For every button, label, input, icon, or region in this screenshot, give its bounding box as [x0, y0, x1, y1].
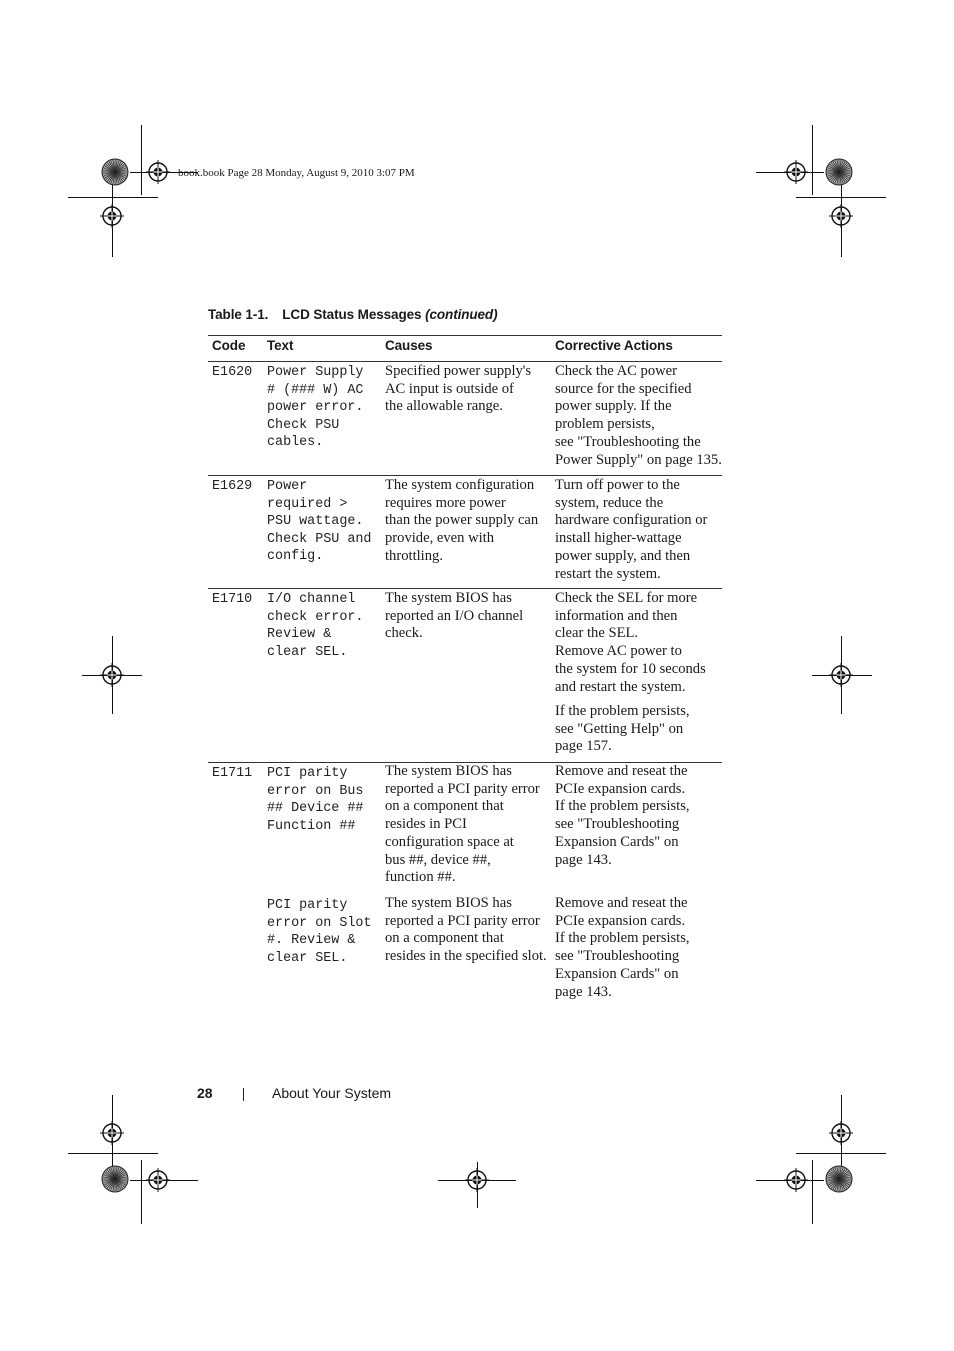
row-causes: The system BIOS has reported a PCI parity error on a component that resides in PCI configuration space at bus ##, device ##, function ##.: [385, 763, 540, 886]
registration-mark-icon: [100, 1121, 124, 1145]
color-target-icon: [825, 158, 853, 186]
row-code: E1629: [212, 479, 253, 494]
registration-mark-icon: [146, 160, 170, 184]
row-code: E1710: [212, 592, 253, 607]
registration-mark-icon: [829, 663, 853, 687]
registration-mark-icon: [829, 1121, 853, 1145]
row-causes: Specified power supply's AC input is outside of the allowable range.: [385, 363, 532, 415]
registration-mark-icon: [784, 160, 808, 184]
registration-mark-icon: [465, 1168, 489, 1192]
footer-divider: [243, 1088, 244, 1101]
registration-mark-icon: [146, 1168, 170, 1192]
row-rule: [208, 588, 722, 589]
page-number: 28: [197, 1085, 213, 1101]
header-text: Text: [267, 338, 294, 353]
registration-mark-icon: [784, 1168, 808, 1192]
header-code: Code: [212, 338, 246, 353]
row-actions: Check the AC power source for the specified power supply. If the problem persists, see "Troubleshooting the Power Supply" on page 135.: [555, 363, 722, 468]
table-top-rule: [208, 335, 722, 336]
color-target-icon: [101, 158, 129, 186]
slug-line: book.book Page 28 Monday, August 9, 2010 3:07 PM: [178, 167, 415, 179]
row-code: E1711: [212, 766, 253, 781]
row-rule: [208, 475, 722, 476]
row-text: PCI parity error on Slot #. Review & clear SEL.: [267, 898, 372, 966]
row-causes: The system BIOS has reported an I/O channel check.: [385, 590, 524, 642]
row-causes: The system BIOS has reported a PCI parity error on a component that resides in the specified slot.: [385, 895, 547, 965]
registration-mark-icon: [829, 204, 853, 228]
registration-mark-icon: [100, 204, 124, 228]
registration-mark-icon: [100, 663, 124, 687]
color-target-icon: [825, 1165, 853, 1193]
row-code: E1620: [212, 365, 253, 380]
header-causes: Causes: [385, 338, 433, 353]
row-actions: Remove and reseat the PCIe expansion cards. If the problem persists, see "Troubleshooting Expansion Cards" on page 143.: [555, 895, 690, 1000]
row-actions: Remove and reseat the PCIe expansion cards. If the problem persists, see "Troubleshooting Expansion Cards" on page 143.: [555, 763, 690, 868]
table-title: LCD Status Messages: [282, 307, 422, 322]
table-caption: [208, 307, 497, 322]
table-continued: (continued): [425, 307, 498, 322]
header-actions: Corrective Actions: [555, 338, 673, 353]
header-rule: [208, 361, 722, 362]
color-target-icon: [101, 1165, 129, 1193]
table-number: Table 1-1.: [208, 307, 269, 322]
row-text: PCI parity error on Bus ## Device ## Function ##: [267, 766, 364, 834]
footer-section-title: About Your System: [272, 1085, 392, 1101]
row-actions-extra: If the problem persists, see "Getting Help" on page 157.: [555, 703, 690, 755]
row-text: Power required > PSU wattage. Check PSU and config.: [267, 479, 372, 565]
row-text: Power Supply # (### W) AC power error. Check PSU cables.: [267, 365, 364, 451]
row-actions: Turn off power to the system, reduce the hardware configuration or install higher-wattage power supply, and then restart the system.: [555, 477, 708, 582]
row-causes: The system configuration requires more power than the power supply can provide, even with throttling.: [385, 477, 539, 564]
row-actions: Check the SEL for more information and then clear the SEL. Remove AC power to the system for 10 seconds and restart the system.: [555, 590, 706, 695]
row-text: I/O channel check error. Review & clear SEL.: [267, 592, 364, 660]
